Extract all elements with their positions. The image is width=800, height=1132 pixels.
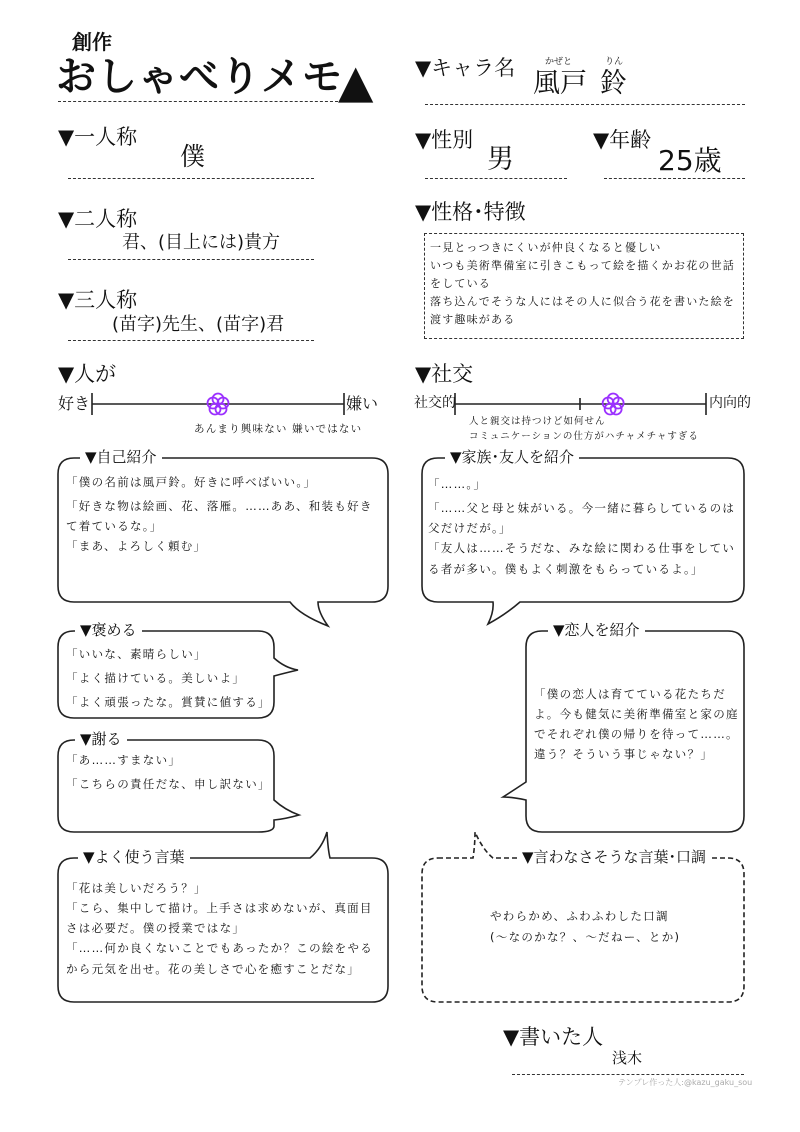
lover-intro-text: 「僕の恋人は育てている花たちだよ。今も健気に美術準備室と家の庭でそれぞれ僕の帰りを待って……。違う？そういう事じゃない？」 (534, 687, 739, 761)
wont-say-line-1: やわらかめ、ふわふわした口調 (490, 909, 669, 923)
lover-intro-title: ▼恋人を紹介 (548, 623, 645, 638)
author-label: ▼書いた人 (503, 1025, 604, 1049)
wont-say-line-2: (～なのかな？、～だねー、とか) (490, 930, 681, 944)
author-value: 浅木 (612, 1049, 643, 1067)
family-intro-line: 「友人は……そうだな、みな絵に関わる仕事をしている者が多い。僕もよく刺激をもらっているよ。」 (428, 541, 736, 576)
personality-line: 落ち込んでそうな人にはその人に似合う花を書いた絵を (430, 295, 735, 308)
family-intro-title: ▼家族･友人を紹介 (445, 450, 579, 465)
apologize-line: 「こちらの責任だな、申し訳ない」 (66, 777, 271, 792)
first-person-label: ▼一人称 (58, 125, 138, 149)
common-words-text (66, 878, 384, 983)
gender-value: 男 (487, 144, 514, 175)
wont-say-title: ▼言わなさそうな言葉･口調 (517, 850, 711, 865)
praise-text (66, 644, 272, 716)
age-value: 25歳 (658, 144, 722, 177)
second-person-value: 君、(目上には)貴方 (122, 232, 281, 253)
common-words-line: 「……何か良くないことでもあったか？この絵をやるから元気を出せ。花の美しさで心を癒すことだな」 (66, 941, 374, 976)
chara-given-name: 鈴 (600, 68, 627, 99)
author-underline (512, 1074, 744, 1075)
common-words-line: 「こら、集中して描け。上手さは求めないが、真面目さは必要だ。僕の授業ではな」 (66, 901, 373, 936)
personality-label: ▼性格･特徴 (415, 200, 526, 224)
second-person-label: ▼二人称 (58, 207, 138, 231)
social-label: ▼社交 (415, 362, 474, 386)
page-title: おしゃべりメモ (56, 54, 343, 100)
third-person-value: (苗字)先生、(苗字)君 (112, 314, 285, 335)
chara-family-name: 風戸 (533, 68, 587, 99)
self-intro-line: 「僕の名前は風戸鈴。好きに呼べばいい。」 (66, 475, 317, 489)
gender-label: ▼性別 (415, 128, 474, 152)
personality-line: いつも美術準備室に引きこもって絵を描くかお花の世話 (430, 259, 735, 272)
personality-line: 一見とっつきにくいが仲良くなると優しい (430, 241, 662, 254)
age-label: ▼年齢 (593, 128, 652, 152)
common-words-title: ▼よく使う言葉 (78, 850, 190, 865)
apologize-title: ▼謝る (75, 732, 127, 747)
self-intro-text (66, 472, 382, 561)
common-words-line: 「花は美しいだろう？」 (66, 881, 207, 895)
social-note-2: コミュニケーションの仕方がハチャメチャすぎる (469, 431, 699, 442)
self-intro-line: 「まあ、よろしく頼む」 (66, 539, 207, 554)
chara-ruby-family: かぜと (545, 57, 573, 67)
social-scale-right: 内向的 (709, 395, 751, 411)
family-intro-line: 「……。」 (428, 477, 487, 491)
chara-name-label: ▼キャラ名 (415, 56, 516, 80)
apologize-text (66, 750, 272, 798)
praise-line: 「いいな、素晴らしい」 (66, 647, 207, 661)
likes-note: あんまり興味ない 嫌いではない (194, 423, 363, 435)
first-person-value: 僕 (180, 142, 206, 171)
apologize-line: 「あ……すまない」 (66, 753, 182, 767)
likes-scale-right: 嫌い (346, 394, 379, 413)
praise-line: 「よく描けている。美しいよ」 (66, 671, 246, 686)
chara-ruby-given: りん (605, 57, 624, 67)
title-triangle-icon: ▲ (338, 54, 374, 108)
family-intro-line: 「……父と母と妹がいる。今一緒に暮らしているのは父だけだが。」 (428, 501, 736, 536)
personality-line: 渡す趣味がある (430, 313, 516, 326)
social-note-1: 人と親交は持つけど如何せん (469, 416, 606, 427)
third-person-label: ▼三人称 (58, 288, 138, 312)
likes-people-label: ▼人が (58, 362, 117, 386)
likes-scale-left: 好き (58, 394, 91, 413)
personality-line: をしている (430, 277, 491, 290)
template-credit: テンプレ作った人:@kazu_gaku_sou (618, 1078, 753, 1087)
self-intro-title: ▼自己紹介 (80, 450, 162, 465)
praise-title: ▼褒める (75, 623, 142, 638)
self-intro-line: 「好きな物は絵画、花、落雁。……ああ、和装も好きて着ているな。」 (66, 499, 373, 534)
praise-line: 「よく頑張ったな。賞賛に値する」 (66, 695, 271, 710)
family-intro-text (428, 474, 742, 583)
header-subtitle: 創作 (72, 30, 112, 54)
social-scale-left: 社交的 (414, 395, 456, 411)
